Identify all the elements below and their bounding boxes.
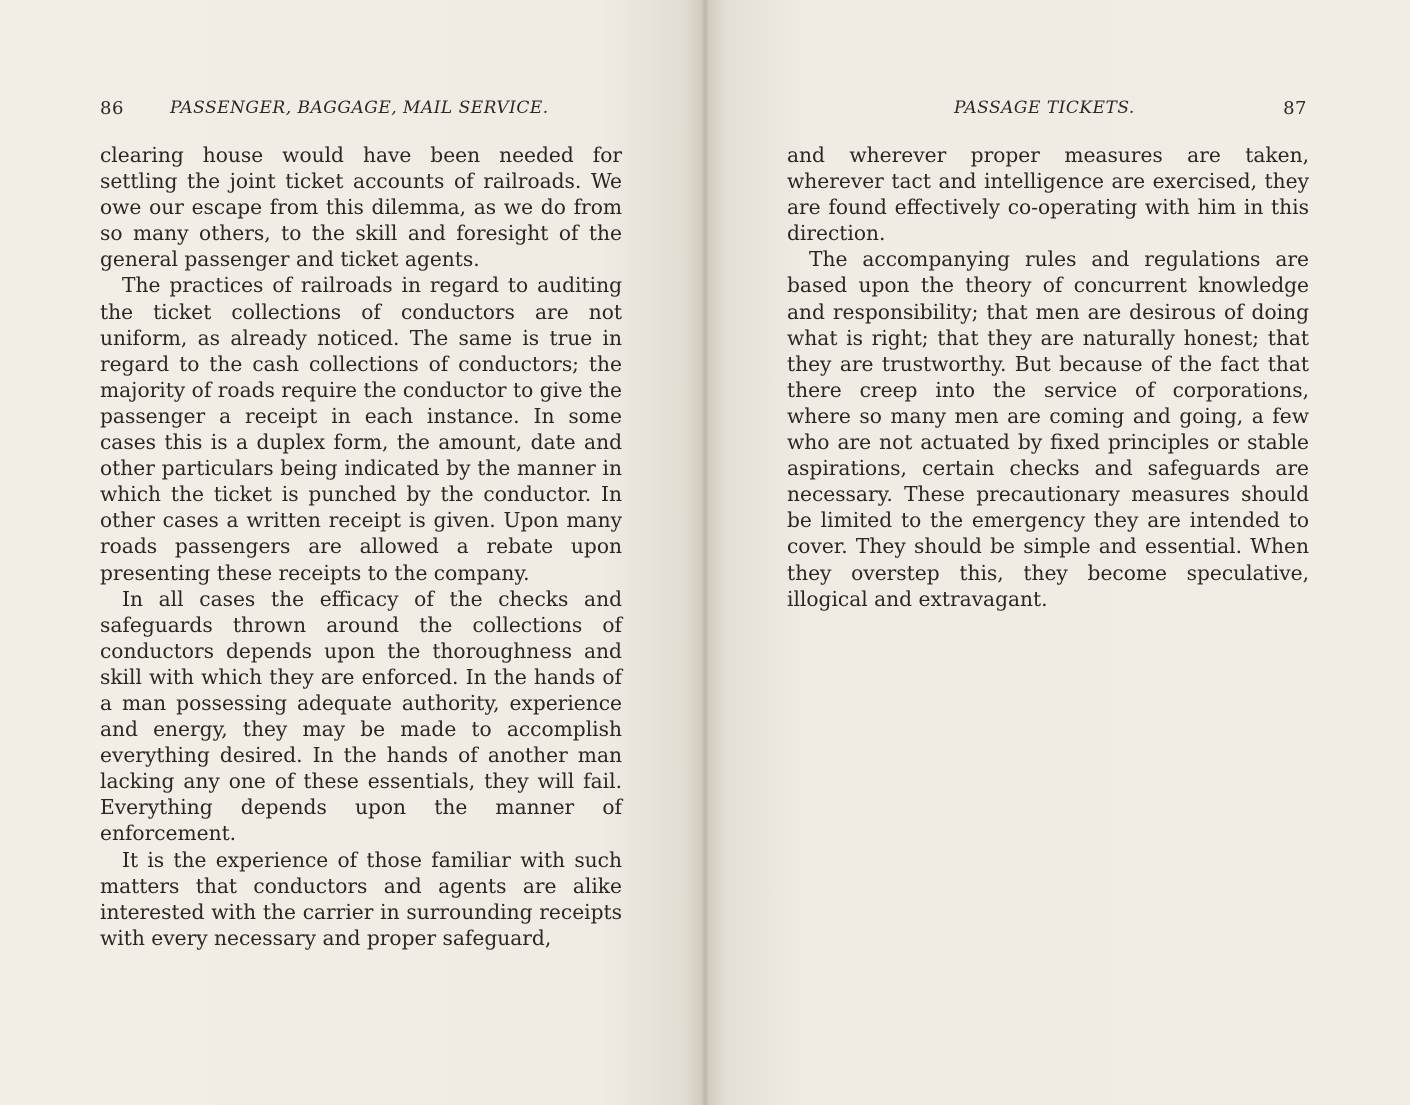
right-page-body: [787, 142, 1309, 612]
right-paragraph-2: The accompanying rules and regulations are based upon the theory of concurrent knowledge and responsibility; that men are desirous of doing what is right; that they are naturally honest; that they are trustworthy. But because of the fact that there creep into the service of corporations, where so many men are coming and going, a few who are not actuated by fixed principles or stable aspirations, certain checks and safeguards are necessary. These precautionary measures should be limited to the emergency they are intended to cover. They should be simple and essential. When they overstep this, they become speculative, illogical and extravagant.: [787, 247, 1309, 611]
left-paragraph-3: In all cases the efficacy of the checks and safeguards thrown around the collections of conductors depends upon the thoroughness and skill with which they are enforced. In the hands of a man possessing adequate authority, experience and energy, they may be made to accomplish everything desired. In the hands of another man lacking any one of these essentials, they will fail. Everything depends upon the manner of enforcement.: [100, 586, 622, 846]
right-paragraph-1: and wherever proper measures are taken, wherever tact and intelligence are exercised, they are found effectively co-operating with him in this direction.: [787, 143, 1309, 246]
left-page-header: [100, 98, 624, 124]
right-page-number: 87: [1283, 98, 1307, 119]
left-running-title: PASSENGER, BAGGAGE, MAIL SERVICE.: [170, 98, 549, 118]
right-page-header: [787, 98, 1309, 124]
left-page-number: 86: [100, 98, 124, 119]
left-paragraph-1: clearing house would have been needed for settling the joint ticket accounts of railroads. We owe our escape from this dilemma, as we do from so many others, to the skill and foresight of the general passenger and ticket agents.: [100, 143, 622, 272]
left-paragraph-2: The practices of railroads in regard to auditing the ticket collections of conductors are not uniform, as already noticed. The same is true in regard to the cash collections of conductors; the majority of roads require the conductor to give the passenger a receipt in each instance. In some cases this is a duplex form, the amount, date and other particulars being indicated by the manner in which the ticket is punched by the conductor. In other cases a written receipt is given. Upon many roads passengers are allowed a rebate upon presenting these receipts to the company.: [100, 273, 622, 585]
right-running-title: PASSAGE TICKETS.: [954, 98, 1135, 118]
left-page-body: [100, 142, 622, 951]
book-gutter: [700, 0, 710, 1105]
left-paragraph-4: It is the experience of those familiar with such matters that conductors and agents are alike interested with the carrier in surrounding receipts with every necessary and proper safeguard,: [100, 847, 622, 950]
